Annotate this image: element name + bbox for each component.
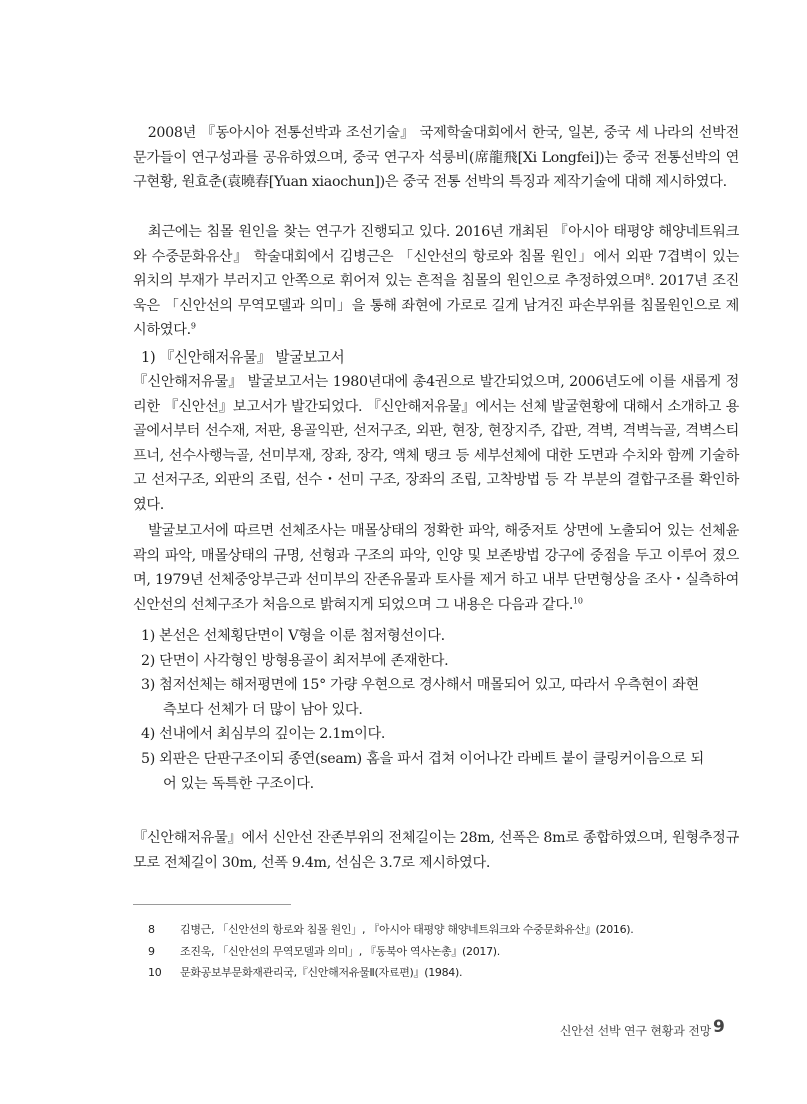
findings-list <box>141 624 739 796</box>
list-item-line: 2) 단면이 사각형인 방형용골이 최저부에 존재한다. <box>141 652 449 669</box>
footnote-item <box>148 941 748 963</box>
paragraph-1-text: 2008년 『동아시아 전통선박과 조선기술』 국제학술대회에서 한국, 일본, 중국 세 나라의 선박전문가들이 연구성과를 공유하였으며, 중국 연구자 석룽비(席龍飛[Xi Longfei])는 중국 전통선박의 연구현황, 원효춘(袁曉春[Yuan xiaochun])은 중국 전통 선박의 특징과 제작기술에 대해 제시하였다. <box>133 125 739 191</box>
list-item-line: 3) 첨저선체는 해저평면에 15° 가량 우현으로 경사해서 매몰되어 있고, 따라서 우측현이 좌현 <box>141 677 699 694</box>
list-item-line-2: 어 있는 독특한 구조이다. <box>163 775 314 792</box>
paragraph-5-text: 『신안해저유물』에서 신안선 잔존부위의 전체길이는 28m, 선폭은 8m로 종합하였으며, 원형추정규모로 전체길이 30m, 선폭 9.4m, 선심은 3.7로 제시하였다. <box>133 830 739 871</box>
list-item <box>141 747 739 796</box>
footnote-divider <box>133 904 291 905</box>
footnote-ref-10: 10 <box>573 596 583 606</box>
footnote-number: 8 <box>148 923 155 936</box>
list-item-line: 5) 외판은 단판구조이되 종연(seam) 홈을 파서 겹쳐 이어나간 라베트 붙이 클링커이음으로 되 <box>141 750 704 767</box>
paragraph-5 <box>133 826 739 875</box>
footnote-ref-9: 9 <box>190 321 196 331</box>
page-number: 9 <box>713 1017 725 1037</box>
paragraph-4 <box>133 519 739 617</box>
list-item-line: 1) 본선은 선체횡단면이 V형을 이룬 첨저형선이다. <box>141 628 445 644</box>
list-item <box>141 624 739 649</box>
paragraph-3-text: 『신안해저유물』 발굴보고서는 1980년대에 총4권으로 발간되었으며, 2006년도에 이를 새롭게 정리한 『신안선』보고서가 발간되었다. 『신안해저유물』에서는 선체 발굴현황에 대해서 소개하고 용골에서부터 선수재, 저판, 용골익판, 선저구조, 외판, 현장, 현장지주, 갑판, 격벽, 격벽늑골, 격벽스티프너, 선수사행늑골, 선미부재, 장좌, 장각, 액체 탱크 등 세부선체에 대한 도면과 수치와 함께 기술하고 선저구조, 외판의 조립, 선수・선미 구조, 장좌의 조립, 고착방법 등 각 부분의 결합구조를 확인하였다. <box>133 374 739 513</box>
paragraph-1 <box>133 121 739 195</box>
paragraph-2 <box>133 220 739 343</box>
footnotes <box>148 919 748 984</box>
footnote-ref-8: 8 <box>645 272 651 282</box>
list-item <box>141 649 739 674</box>
paragraph-4-text: 발굴보고서에 따르면 선체조사는 매몰상태의 정확한 파악, 해중저토 상면에 노출되어 있는 선체윤곽의 파악, 매몰상태의 규명, 선형과 구조의 파악, 인양 및 보존방법 강구에 중점을 두고 이루어 졌으며, 1979년 선체중앙부근과 선미부의 잔존유물과 토사를 제거 하고 내부 단면형상을 조사・실측하여 신안선의 선체구조가 처음으로 밝혀지게 되었으며 그 내용은 다음과 같다. <box>133 523 739 613</box>
list-item <box>141 673 739 722</box>
footnote-text: 김병근, 「신안선의 항로와 침몰 원인」, 『아시아 태평양 해양네트워크와 수중문화유산』(2016). <box>180 923 634 936</box>
paragraph-3 <box>133 370 739 518</box>
footnote-number: 10 <box>148 966 162 979</box>
footnote-text: 조진욱, 「신안선의 무역모델과 의미」, 『동북아 역사논총』(2017). <box>180 944 500 958</box>
section-heading: 1) 『신안해저유물』 발굴보고서 <box>141 349 345 366</box>
paragraph-2-text-cont: . 2017년 조진욱은 「신안선의 무역모델과 의미」을 통해 좌현에 가로로 길게 남겨진 파손부위를 침몰원인으로 제시하였다. <box>133 273 739 339</box>
footnote-item <box>148 919 748 941</box>
running-footer-title: 신안선 선박 연구 현황과 전망 <box>559 1024 711 1038</box>
list-item <box>141 722 739 747</box>
paragraph-2-text: 최근에는 침몰 원인을 찾는 연구가 진행되고 있다. 2016년 개최된 『아시아 태평양 해양네트워크와 수중문화유산』 학술대회에서 김병근은 「신안선의 항로와 침몰 원인」에서 외판 7겹벽이 있는 위치의 부재가 부러지고 안쪽으로 휘어져 있는 흔적을 침몰의 원인으로 추정하였으며 <box>133 224 739 290</box>
footnote-item <box>148 962 748 984</box>
footnote-number: 9 <box>148 944 155 958</box>
list-item-line: 4) 선내에서 최심부의 깊이는 2.1m이다. <box>141 726 386 743</box>
list-item-line-2: 측보다 선체가 더 많이 남아 있다. <box>163 701 363 718</box>
footnote-text: 문화공보부문화재관리국,『신안해저유물Ⅱ(자료편)』(1984). <box>180 966 463 979</box>
